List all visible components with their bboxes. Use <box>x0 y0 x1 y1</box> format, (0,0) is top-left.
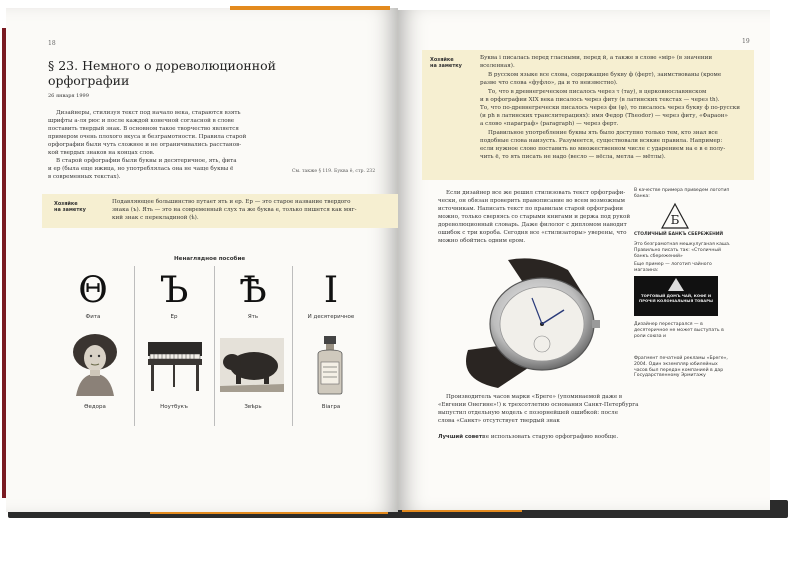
page-edge-top <box>230 6 390 10</box>
letter-fita: Θ <box>78 270 108 311</box>
tip-label: на заметку <box>54 207 86 213</box>
tip-line: Буква і писалась перед гласными, перед й, а также в слове «мір» (в значении <box>480 55 713 61</box>
letter-name: Ер <box>170 314 178 320</box>
best-advice-label: Лучший совет: <box>438 434 485 440</box>
body-line: дореволюционный словарь. Даже филолог с дипломом наводит <box>438 222 627 228</box>
tip-line: разве что слова «фуфло», да и то неизвестно). <box>480 80 618 86</box>
body-line: кой твердых знаков на концах слов. <box>48 150 155 156</box>
letter-er: Ъ <box>159 270 189 311</box>
tip-box-right <box>422 50 754 180</box>
svg-text:Б: Б <box>670 213 680 227</box>
bank-name: СТОЛИЧНЫЙ БАНКЪ СБЕРЕЖЕНИЙ <box>634 232 724 237</box>
section-heading-line2: орфографии <box>48 73 130 88</box>
tip-line: (и ph в латинских транслитерациях): имя Федор (Theodor) — через фиту, «Фараон» <box>480 113 728 119</box>
tip-line: В русском языке все слова, содержащие букву ф (ферт), заимствованы (кроме <box>488 72 722 78</box>
body-line: примером очень плохого вкуса и безграмотности. Правила старой <box>48 134 247 140</box>
watch-caption-line: выпустил отдельную модель с позорнейшей ошибкой: после <box>438 410 619 416</box>
ad-caption: Фрагмент печатной рекламы «Бреге», 2004. Один экземпляр юбилейных часов был передан компанией в дар Государственному Эрмитажу <box>634 356 728 379</box>
bear-icon <box>220 338 284 392</box>
margin-intro: В качестве примера приведем логотип банка: <box>634 188 730 199</box>
tip-line: То, что по-древнегречески писалось через фи (φ), то писалось через букву ф по-русски <box>480 105 740 111</box>
letter-i-decimal: I <box>323 270 339 311</box>
bank-logo-icon <box>660 202 690 230</box>
body-line: Дизайнеры, стилизуя текст под начало века, стараются взять <box>56 110 241 116</box>
body-line: в современных текстах). <box>48 174 121 180</box>
column-divider <box>292 266 293 426</box>
tip-line: если нужное слово поставить во множественном числе с ударением на е в е полу- <box>480 146 726 152</box>
letter-name: И десятеричное <box>307 314 355 320</box>
best-advice-text: не использовать старую орфографию вообще. <box>482 434 619 440</box>
shop-intro: Еще пример — логотип чайного магазина: <box>634 262 712 273</box>
date: 26 января 1999 <box>48 93 89 99</box>
body-line: ошибок с три короба. Сегодня все «стилизаторы» уверены, что <box>438 230 627 236</box>
shop-caption: Дизайнер перестарался — в десятеричное не может выступать в роли союза и <box>634 322 724 339</box>
tip-line: кий знак с перекладиной (ѣ). <box>112 215 199 221</box>
letter-name: Фита <box>85 314 101 320</box>
tip-line: подобные слова наизусть. Разумеется, существовали всякие правила. Например: <box>480 138 723 144</box>
tip-line: вселенная). <box>480 63 515 69</box>
medicine-bottle-icon <box>312 334 348 396</box>
section-heading-line1: § 23. Немного о дореволюционной <box>48 58 276 73</box>
body-line: шрифты а-ля рюс и после каждой конечной согласной в слове <box>48 118 235 124</box>
tip-line: чить ё, то ять писать не надо (весло — вёсла, метла — мётлы). <box>480 154 666 160</box>
right-page <box>398 10 770 510</box>
tip-line: Подавляющее большинство путает ять и ер. Ер — это старое название твердого <box>112 199 351 205</box>
example-word: Віагра <box>321 404 341 410</box>
watch-caption-line: слова «Санкт» отсутствует твердый знак <box>438 418 560 424</box>
body-line: чески, он обязан проверить правописание во всем возможным <box>438 198 625 204</box>
tea-shop-logo <box>634 276 718 316</box>
body-line: источникам. Написать текст по правилам старой орфографии <box>438 206 623 212</box>
tip-label: Хозяйке <box>430 57 454 63</box>
body-line: можно обойтись одним ером. <box>438 238 526 244</box>
body-line: можно, только сверяясь со старыми книгами и держа под рукой <box>438 214 631 220</box>
tip-box-left <box>42 194 398 228</box>
tip-line: знака (ъ). Ять — это на современный слух та же буква е, только пишется как мяг- <box>112 207 357 213</box>
watch-caption-line: «Евгении Онегине»!) к трехсотлетию основания Санкт-Петербурга <box>438 402 639 408</box>
page-number-right: 19 <box>742 38 750 45</box>
column-divider <box>214 266 215 426</box>
watch-icon <box>438 250 618 390</box>
column-divider <box>134 266 135 426</box>
shop-emblem-icon <box>634 277 718 293</box>
page-number-left: 18 <box>48 40 56 47</box>
side-reference: См. также § 119. Буква ё, стр. 232 <box>292 169 376 174</box>
visual-aid-title: Ненаглядное пособие <box>174 256 246 262</box>
left-page <box>6 8 398 512</box>
body-line: орфографии были чуть сложнее и не ограничивались расстанов- <box>48 142 242 148</box>
body-line: В старой орфографии были буквы и десятеричное, ять, фита <box>56 158 237 164</box>
tip-line: а слово «параграф» (paragraph) — через ферт. <box>480 121 619 127</box>
example-word: Ѳедора <box>84 404 106 410</box>
shop-sign: ТОРГОВЫЙ ДОМЪ ЧАЙ, КОФЕ И ПРОЧІЯ КОЛОНІАЛЬНЫЯ ТОВАРЫ <box>639 293 713 303</box>
woman-portrait-icon <box>70 330 120 396</box>
body-line: поставить твердый знак. В основном такое творчество является <box>48 126 239 132</box>
bank-caption: Это безграмотная мешкулуганая каша. Правильно писать так: «Столичный банкъ сбережений» <box>634 242 731 259</box>
body-line: и ер (была еще ижица, но употреблялась она не чаще буквы ё <box>48 166 234 172</box>
example-word: Ноутбукъ <box>160 404 188 410</box>
tip-line: Правильное употребление буквы ять было доступно только тем, кто знал все <box>488 130 718 136</box>
letter-yat: Ѣ <box>239 270 267 311</box>
body-line: Если дизайнер все же решил стилизовать текст орфографи- <box>446 190 626 196</box>
tip-label: Хозяйке <box>54 201 78 207</box>
tip-line: То, что в древнегреческом писалось через τ (тау), в церковнославянском <box>488 89 707 95</box>
watch-caption-line: Производитель часов марки «Бреге» (упоминаемой даже в <box>446 394 623 400</box>
example-word: Звѣрь <box>244 404 262 410</box>
piano-icon <box>144 336 206 394</box>
letter-name: Ять <box>247 314 259 320</box>
tip-label: на заметку <box>430 63 462 69</box>
tip-line: и в орфографии XIX века писалось через фиту (в латинских текстах — через th). <box>480 97 720 103</box>
